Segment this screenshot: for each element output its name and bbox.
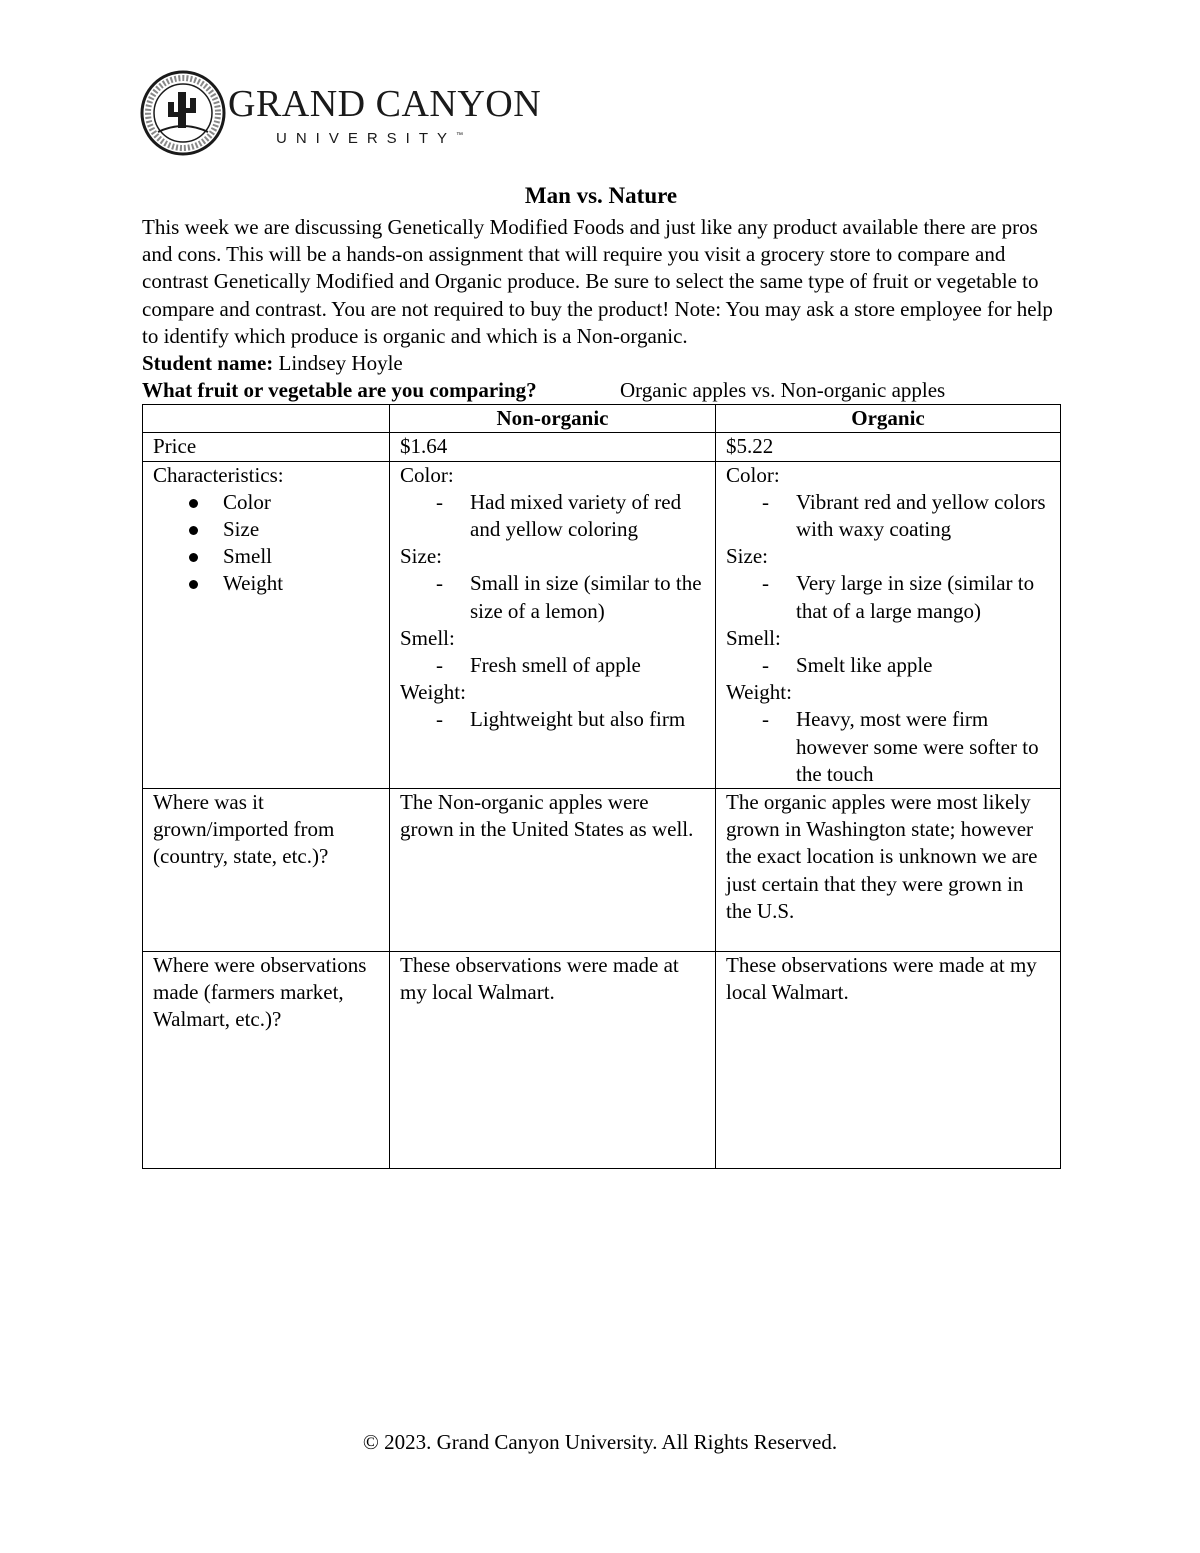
table-row-observed: [143, 952, 1061, 1169]
bullet-icon: [189, 553, 198, 562]
characteristics-cell: [143, 461, 390, 788]
table-header-row: [143, 405, 1061, 433]
origin-organic: The organic apples were most likely grown in Washington state; however the exact location is unknown we are just certain that they were grown in the U.S.: [716, 789, 1061, 952]
smell-label: Smell:: [400, 625, 455, 650]
weight-label: Weight:: [400, 680, 466, 705]
list-item: Smell: [153, 543, 381, 570]
intro-paragraph: This week we are discussing Genetically Modified Foods and just like any product available there are pros and cons. This will be a hands-on assignment that will require you visit a grocery store to compare and contrast Genetically Modified and Organic produce. Be sure to select the same type of fruit or vegetable to compare and contrast. You are not required to buy the product! Note: You may ask a store employee for help to identify which produce is organic and which is a Non-organic.: [142, 215, 1053, 348]
table-row-characteristics: [143, 461, 1061, 788]
table-header-empty: [143, 405, 390, 433]
document-body: [142, 178, 1060, 1169]
table-header-organic: Organic: [716, 405, 1061, 433]
size-label: Size:: [400, 544, 442, 569]
observed-non-organic: These observations were made at my local Walmart.: [390, 952, 716, 1169]
list-item: - Had mixed variety of red and yellow coloring: [436, 489, 682, 542]
student-name-value: Lindsey Hoyle: [278, 351, 403, 376]
list-item: Weight: [153, 570, 381, 597]
logo-wordmark: GRAND CANYON: [228, 83, 542, 125]
page-title: Man vs. Nature: [524, 183, 678, 208]
university-seal-icon: [140, 70, 226, 156]
list-item: - Lightweight but also firm: [436, 707, 686, 732]
observed-organic: These observations were made at my local Walmart.: [716, 952, 1061, 1169]
color-label: Color:: [726, 462, 780, 487]
characteristics-list: [153, 489, 381, 598]
table-row-origin: [143, 789, 1061, 952]
logo-subwordmark: UNIVERSITY™: [276, 130, 464, 147]
bullet-icon: [189, 526, 198, 535]
characteristics-non-organic: [390, 461, 716, 788]
smell-label: Smell:: [726, 625, 781, 650]
student-name-label: Student name:: [142, 351, 274, 376]
observed-label: Where were observations made (farmers market, Walmart, etc.)?: [143, 952, 390, 1169]
subject-label: What fruit or vegetable are you comparing?: [142, 378, 537, 403]
price-non-organic: $1.64: [390, 433, 716, 461]
list-item: - Fresh smell of apple: [436, 653, 641, 678]
color-label: Color:: [400, 462, 454, 487]
bullet-icon: [189, 499, 198, 508]
table-header-non-organic: Non-organic: [390, 405, 716, 433]
university-logo: [140, 70, 542, 156]
characteristics-organic: [716, 461, 1061, 788]
size-label: Size:: [726, 544, 768, 569]
weight-label: Weight:: [726, 680, 792, 705]
subject-line: [142, 377, 1060, 404]
list-item: Color: [153, 489, 381, 516]
list-item: Size: [153, 516, 381, 543]
comparison-table: [142, 404, 1061, 1169]
subject-value: Organic apples vs. Non-organic apples: [620, 378, 946, 403]
footer-copyright: © 2023. Grand Canyon University. All Rights Reserved.: [362, 1430, 838, 1454]
price-label: Price: [143, 433, 390, 461]
characteristics-label: Characteristics:: [153, 462, 284, 487]
origin-non-organic: The Non-organic apples were grown in the United States as well.: [390, 789, 716, 952]
list-item: - Smelt like apple: [762, 653, 933, 678]
price-organic: $5.22: [716, 433, 1061, 461]
list-item: - Vibrant red and yellow colors with waxy coating: [762, 489, 1046, 542]
table-row-price: [143, 433, 1061, 461]
bullet-icon: [189, 580, 198, 589]
list-item: - Small in size (similar to the size of a lemon): [436, 571, 702, 623]
origin-label: Where was it grown/imported from (country, state, etc.)?: [143, 789, 390, 952]
student-name-line: [142, 350, 1060, 377]
list-item: - Heavy, most were firm however some were softer to the touch: [762, 707, 1039, 786]
list-item: - Very large in size (similar to that of a large mango): [762, 571, 1035, 623]
